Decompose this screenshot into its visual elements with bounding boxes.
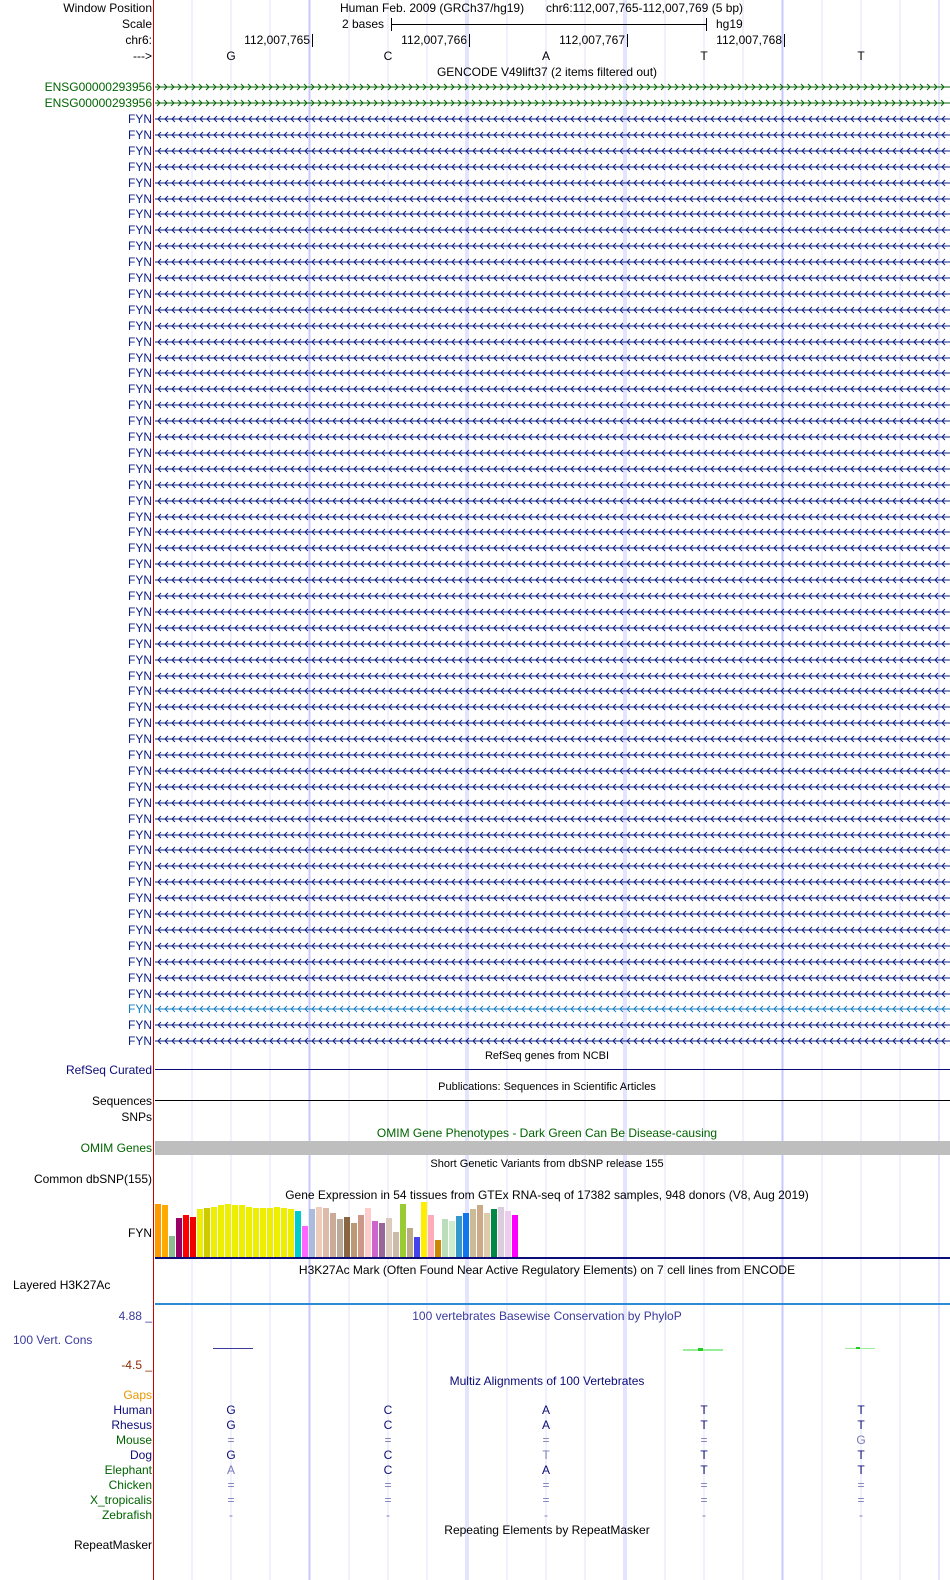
ruler-coordinate: 112,007,766 bbox=[401, 33, 467, 47]
aligned-base: T bbox=[857, 1463, 865, 1477]
species-label: Chicken bbox=[108, 1478, 152, 1492]
fyn-gene-row-label[interactable]: FYN bbox=[128, 955, 152, 969]
fyn-gene-row-label[interactable]: FYN bbox=[128, 494, 152, 508]
gtex-tissue-bar[interactable] bbox=[442, 1219, 448, 1257]
gtex-tissue-bar[interactable] bbox=[393, 1232, 399, 1257]
aligned-base: = bbox=[542, 1478, 550, 1492]
gtex-tissue-bar[interactable] bbox=[225, 1204, 231, 1257]
gtex-tissue-bar[interactable] bbox=[190, 1217, 196, 1257]
phylop-score-base-5-peak bbox=[856, 1347, 860, 1349]
scale-text: 2 bases bbox=[342, 17, 385, 31]
gtex-tissue-bar[interactable] bbox=[260, 1208, 266, 1257]
gtex-tissue-bar[interactable] bbox=[253, 1208, 259, 1257]
gtex-tissue-bar[interactable] bbox=[330, 1213, 336, 1257]
fyn-gene-row-label[interactable]: FYN bbox=[128, 541, 152, 555]
fyn-gene-row-label[interactable]: FYN bbox=[128, 812, 152, 826]
aligned-base: - bbox=[544, 1508, 548, 1522]
gtex-tissue-bar[interactable] bbox=[309, 1209, 315, 1257]
aligned-base: - bbox=[229, 1508, 233, 1522]
fyn-gene-row-label[interactable]: FYN bbox=[128, 414, 152, 428]
fyn-gene-row-label[interactable]: FYN bbox=[128, 589, 152, 603]
multiz-track-title: Multiz Alignments of 100 Vertebrates bbox=[449, 1374, 645, 1388]
fyn-gene-row-label[interactable]: FYN bbox=[128, 525, 152, 539]
track-data-area[interactable] bbox=[155, 0, 950, 1580]
pubs-track-title: Publications: Sequences in Scientific Articles bbox=[438, 1081, 656, 1093]
fyn-gene-row-label[interactable]: FYN bbox=[128, 319, 152, 333]
gtex-tissue-bar[interactable] bbox=[169, 1236, 175, 1257]
fyn-gene-row-label[interactable]: FYN bbox=[128, 176, 152, 190]
aligned-base: = bbox=[542, 1493, 550, 1507]
aligned-base: T bbox=[700, 1403, 708, 1417]
phylop-track-title: 100 vertebrates Basewise Conservation by PhyloP bbox=[412, 1309, 682, 1323]
ensg-gene-row-label[interactable]: ENSG00000293956 bbox=[44, 80, 152, 94]
fyn-gene-row-label[interactable]: FYN bbox=[128, 128, 152, 142]
gtex-tissue-bar[interactable] bbox=[316, 1207, 322, 1257]
gtex-tissue-bar[interactable] bbox=[365, 1208, 371, 1257]
phylop-track-label[interactable]: 100 Vert. Cons bbox=[13, 1333, 93, 1347]
gtex-tissue-bar[interactable] bbox=[484, 1213, 490, 1257]
aligned-base: - bbox=[702, 1508, 706, 1522]
gtex-tissue-bar[interactable] bbox=[162, 1205, 168, 1257]
refseq-track-label[interactable]: RefSeq Curated bbox=[65, 1063, 152, 1077]
aligned-base: = bbox=[700, 1433, 708, 1447]
fyn-gene-row-label[interactable]: FYN bbox=[128, 907, 152, 921]
species-label: Elephant bbox=[104, 1463, 152, 1477]
phylop-min-label: -4.5 _ bbox=[121, 1358, 152, 1372]
fyn-gene-row-label[interactable]: FYN bbox=[128, 653, 152, 667]
fyn-gene-row-label[interactable]: FYN bbox=[128, 430, 152, 444]
gtex-tissue-bar[interactable] bbox=[456, 1216, 462, 1257]
phylop-score-base-5 bbox=[845, 1348, 875, 1349]
fyn-gene-row-label[interactable]: FYN bbox=[128, 780, 152, 794]
aligned-base: = bbox=[384, 1478, 392, 1492]
fyn-gene-row-label[interactable]: FYN bbox=[128, 239, 152, 253]
gtex-tissue-bar[interactable] bbox=[295, 1211, 301, 1257]
gtex-tissue-bar[interactable] bbox=[470, 1209, 476, 1257]
gtex-expression-chart[interactable] bbox=[155, 0, 950, 1580]
fyn-gene-row-label[interactable]: FYN bbox=[128, 987, 152, 1001]
gtex-tissue-bar[interactable] bbox=[288, 1209, 294, 1257]
fyn-gene-row-label[interactable]: FYN bbox=[128, 462, 152, 476]
aligned-base: A bbox=[226, 1463, 236, 1477]
gtex-tissue-bar[interactable] bbox=[449, 1221, 455, 1257]
aligned-base: G bbox=[226, 1403, 236, 1417]
track-labels bbox=[0, 0, 152, 1580]
aligned-base: T bbox=[700, 1448, 708, 1462]
fyn-gene-row-label[interactable]: FYN bbox=[128, 764, 152, 778]
phylop-max-label: 4.88 _ bbox=[118, 1309, 152, 1323]
gtex-tissue-bar[interactable] bbox=[372, 1221, 378, 1257]
gtex-tissue-bar[interactable] bbox=[477, 1205, 483, 1257]
gtex-tissue-bar[interactable] bbox=[302, 1226, 308, 1257]
strand-label: ---> bbox=[133, 49, 152, 63]
fyn-gene-row-label[interactable]: FYN bbox=[128, 732, 152, 746]
fyn-gene-row-label[interactable]: FYN bbox=[128, 1002, 152, 1016]
phylop-score-base-1 bbox=[213, 1348, 253, 1349]
gtex-baseline bbox=[155, 1257, 950, 1259]
aligned-base: C bbox=[383, 1418, 393, 1432]
fyn-gene-row-label[interactable]: FYN bbox=[128, 875, 152, 889]
aligned-base: T bbox=[857, 1448, 865, 1462]
aligned-base: = bbox=[857, 1493, 865, 1507]
gtex-tissue-bar[interactable] bbox=[218, 1205, 224, 1257]
fyn-gene-row-label[interactable]: FYN bbox=[128, 366, 152, 380]
fyn-gene-row-label[interactable]: FYN bbox=[128, 700, 152, 714]
species-label: X_tropicalis bbox=[89, 1493, 152, 1507]
sequence-base: G bbox=[226, 49, 236, 63]
aligned-base: T bbox=[857, 1403, 865, 1417]
fyn-gene-row-label[interactable]: FYN bbox=[128, 335, 152, 349]
aligned-base: - bbox=[386, 1508, 390, 1522]
aligned-base: A bbox=[541, 1403, 551, 1417]
aligned-base: T bbox=[700, 1418, 708, 1432]
fyn-gene-row-label[interactable]: FYN bbox=[128, 748, 152, 762]
gtex-tissue-bar[interactable] bbox=[267, 1208, 273, 1257]
aligned-base: C bbox=[383, 1403, 393, 1417]
label-separator-line bbox=[153, 0, 154, 1580]
aligned-base: = bbox=[384, 1493, 392, 1507]
sequence-base: T bbox=[700, 49, 708, 63]
gtex-tissue-bar[interactable] bbox=[211, 1207, 217, 1257]
fyn-gene-row-label[interactable]: FYN bbox=[128, 207, 152, 221]
fyn-gene-row-label[interactable]: FYN bbox=[128, 351, 152, 365]
aligned-base: = bbox=[857, 1478, 865, 1492]
fyn-gene-row-label[interactable]: FYN bbox=[128, 621, 152, 635]
fyn-gene-row-label[interactable]: FYN bbox=[128, 223, 152, 237]
aligned-base: = bbox=[227, 1433, 235, 1447]
chrom-label: chr6: bbox=[125, 33, 152, 47]
h3k27ac-track-title: H3K27Ac Mark (Often Found Near Active Regulatory Elements) on 7 cell lines from ENCODE bbox=[298, 1263, 796, 1277]
fyn-gene-row-label[interactable]: FYN bbox=[128, 1034, 152, 1048]
fyn-gene-row-label[interactable]: FYN bbox=[128, 255, 152, 269]
gtex-tissue-bar[interactable] bbox=[498, 1207, 504, 1257]
species-label: Zebrafish bbox=[101, 1508, 152, 1522]
aligned-base: = bbox=[700, 1493, 708, 1507]
aligned-base: T bbox=[700, 1463, 708, 1477]
gtex-tissue-bar[interactable] bbox=[337, 1219, 343, 1257]
gtex-tissue-bar[interactable] bbox=[414, 1237, 420, 1257]
fyn-gene-row-label[interactable]: FYN bbox=[128, 891, 152, 905]
gtex-tissue-bar[interactable] bbox=[239, 1205, 245, 1257]
omim-track-label[interactable]: OMIM Genes bbox=[80, 1141, 152, 1155]
gtex-tissue-bar[interactable] bbox=[246, 1207, 252, 1257]
window-position-label: Window Position bbox=[63, 1, 152, 15]
fyn-gene-row-label[interactable]: FYN bbox=[128, 573, 152, 587]
gtex-tissue-bar[interactable] bbox=[204, 1208, 210, 1257]
fyn-gene-row-label[interactable]: FYN bbox=[128, 192, 152, 206]
fyn-gene-row-label[interactable]: FYN bbox=[128, 446, 152, 460]
aligned-base: G bbox=[226, 1418, 236, 1432]
aligned-base: = bbox=[227, 1493, 235, 1507]
fyn-gene-row-label[interactable]: FYN bbox=[128, 160, 152, 174]
fyn-gene-row-label[interactable]: FYN bbox=[128, 478, 152, 492]
fyn-gene-row-label[interactable]: FYN bbox=[128, 1018, 152, 1032]
fyn-gene-row-label[interactable]: FYN bbox=[128, 796, 152, 810]
fyn-gene-row-label[interactable]: FYN bbox=[128, 303, 152, 317]
multiz-gaps-label: Gaps bbox=[123, 1388, 152, 1402]
phylop-score-base-4-peak bbox=[698, 1348, 703, 1351]
aligned-base: G bbox=[856, 1433, 866, 1447]
gtex-tissue-bar[interactable] bbox=[323, 1208, 329, 1257]
gtex-tissue-bar[interactable] bbox=[351, 1223, 357, 1257]
gtex-tissue-bar[interactable] bbox=[274, 1207, 280, 1257]
phylop-score-base-4 bbox=[683, 1349, 723, 1351]
db-label: hg19 bbox=[716, 17, 743, 31]
gtex-tissue-bar[interactable] bbox=[428, 1215, 434, 1257]
ruler-coordinate: 112,007,767 bbox=[559, 33, 625, 47]
gtex-tissue-bar[interactable] bbox=[379, 1223, 385, 1257]
aligned-base: = bbox=[227, 1478, 235, 1492]
repeatmasker-track-label[interactable]: RepeatMasker bbox=[73, 1538, 152, 1552]
fyn-gene-row-label[interactable]: FYN bbox=[128, 287, 152, 301]
pubs-snps-label[interactable]: SNPs bbox=[121, 1110, 152, 1124]
gtex-tissue-bar[interactable] bbox=[491, 1209, 497, 1257]
fyn-gene-row-label[interactable]: FYN bbox=[128, 859, 152, 873]
aligned-base: = bbox=[700, 1478, 708, 1492]
fyn-gene-row-label[interactable]: FYN bbox=[128, 382, 152, 396]
fyn-gene-row-label[interactable]: FYN bbox=[128, 557, 152, 571]
species-label: Dog bbox=[129, 1448, 152, 1462]
fyn-gene-row-label[interactable]: FYN bbox=[128, 843, 152, 857]
gtex-tissue-bar[interactable] bbox=[407, 1228, 413, 1257]
gtex-tissue-bar[interactable] bbox=[421, 1202, 427, 1257]
h3k27ac-track-label[interactable]: Layered H3K27Ac bbox=[13, 1278, 111, 1292]
omim-track-title: OMIM Gene Phenotypes - Dark Green Can Be Disease-causing bbox=[376, 1126, 718, 1140]
gtex-tissue-bar[interactable] bbox=[281, 1208, 287, 1257]
ruler-coordinate: 112,007,768 bbox=[716, 33, 782, 47]
aligned-base: A bbox=[541, 1463, 551, 1477]
ensg-gene-row-label[interactable]: ENSG00000293956 bbox=[44, 96, 152, 110]
aligned-base: = bbox=[542, 1433, 550, 1447]
gencode-track-title: GENCODE V49lift37 (2 items filtered out) bbox=[436, 65, 658, 79]
aligned-base: C bbox=[383, 1463, 393, 1477]
fyn-gene-row-label[interactable]: FYN bbox=[128, 271, 152, 285]
fyn-gene-row-label[interactable]: FYN bbox=[128, 716, 152, 730]
gtex-tissue-bar[interactable] bbox=[505, 1211, 511, 1257]
sequence-base: C bbox=[383, 49, 393, 63]
aligned-base: T bbox=[857, 1418, 865, 1432]
gtex-tissue-bar[interactable] bbox=[197, 1209, 203, 1257]
sequence-base: T bbox=[857, 49, 865, 63]
gtex-track-label[interactable]: FYN bbox=[128, 1226, 152, 1240]
dbsnp-track-label[interactable]: Common dbSNP(155) bbox=[33, 1172, 152, 1186]
gtex-tissue-bar[interactable] bbox=[155, 1204, 161, 1257]
aligned-base: A bbox=[541, 1418, 551, 1432]
gtex-tissue-bar[interactable] bbox=[512, 1215, 518, 1257]
fyn-gene-row-label[interactable]: FYN bbox=[128, 144, 152, 158]
fyn-gene-row-label[interactable]: FYN bbox=[128, 669, 152, 683]
gtex-tissue-bar[interactable] bbox=[183, 1215, 189, 1257]
gtex-tissue-bar[interactable] bbox=[232, 1205, 238, 1257]
gtex-tissue-bar[interactable] bbox=[386, 1218, 392, 1257]
fyn-gene-row-label[interactable]: FYN bbox=[128, 605, 152, 619]
scale-label: Scale bbox=[121, 17, 152, 31]
fyn-gene-row-label[interactable]: FYN bbox=[128, 684, 152, 698]
fyn-gene-row-label[interactable]: FYN bbox=[128, 828, 152, 842]
aligned-base: G bbox=[226, 1448, 236, 1462]
fyn-gene-row-label[interactable]: FYN bbox=[128, 398, 152, 412]
repeatmasker-track-title: Repeating Elements by RepeatMasker bbox=[444, 1523, 650, 1537]
pubs-sequences-label[interactable]: Sequences bbox=[91, 1094, 152, 1108]
position-readout: chr6:112,007,765-112,007,769 (5 bp) bbox=[546, 1, 744, 15]
sequence-base: A bbox=[541, 49, 551, 63]
gtex-tissue-bar[interactable] bbox=[344, 1217, 350, 1257]
gtex-tissue-bar[interactable] bbox=[176, 1218, 182, 1257]
gtex-tissue-bar[interactable] bbox=[435, 1240, 441, 1257]
assembly-title: Human Feb. 2009 (GRCh37/hg19) bbox=[340, 1, 525, 15]
fyn-gene-row-label[interactable]: FYN bbox=[128, 637, 152, 651]
fyn-gene-row-label[interactable]: FYN bbox=[128, 971, 152, 985]
species-label: Human bbox=[113, 1403, 152, 1417]
ruler-coordinate: 112,007,765 bbox=[244, 33, 310, 47]
species-label: Mouse bbox=[115, 1433, 152, 1447]
gtex-track-title: Gene Expression in 54 tissues from GTEx RNA-seq of 17382 samples, 948 donors (V8, Aug 2019) bbox=[285, 1188, 809, 1202]
refseq-track-title: RefSeq genes from NCBI bbox=[484, 1050, 610, 1062]
fyn-gene-row-label[interactable]: FYN bbox=[128, 112, 152, 126]
dbsnp-track-title: Short Genetic Variants from dbSNP release 155 bbox=[430, 1158, 664, 1170]
h3k27ac-signal[interactable] bbox=[155, 1303, 950, 1305]
aligned-base: - bbox=[859, 1508, 863, 1522]
aligned-base: C bbox=[383, 1448, 393, 1462]
species-label: Rhesus bbox=[111, 1418, 152, 1432]
gtex-tissue-bar[interactable] bbox=[463, 1213, 469, 1257]
gtex-tissue-bar[interactable] bbox=[358, 1215, 364, 1257]
gtex-tissue-bar[interactable] bbox=[400, 1204, 406, 1257]
fyn-gene-row-label[interactable]: FYN bbox=[128, 510, 152, 524]
fyn-gene-row-label[interactable]: FYN bbox=[128, 923, 152, 937]
aligned-base: T bbox=[542, 1448, 550, 1462]
aligned-base: = bbox=[384, 1433, 392, 1447]
fyn-gene-row-label[interactable]: FYN bbox=[128, 939, 152, 953]
